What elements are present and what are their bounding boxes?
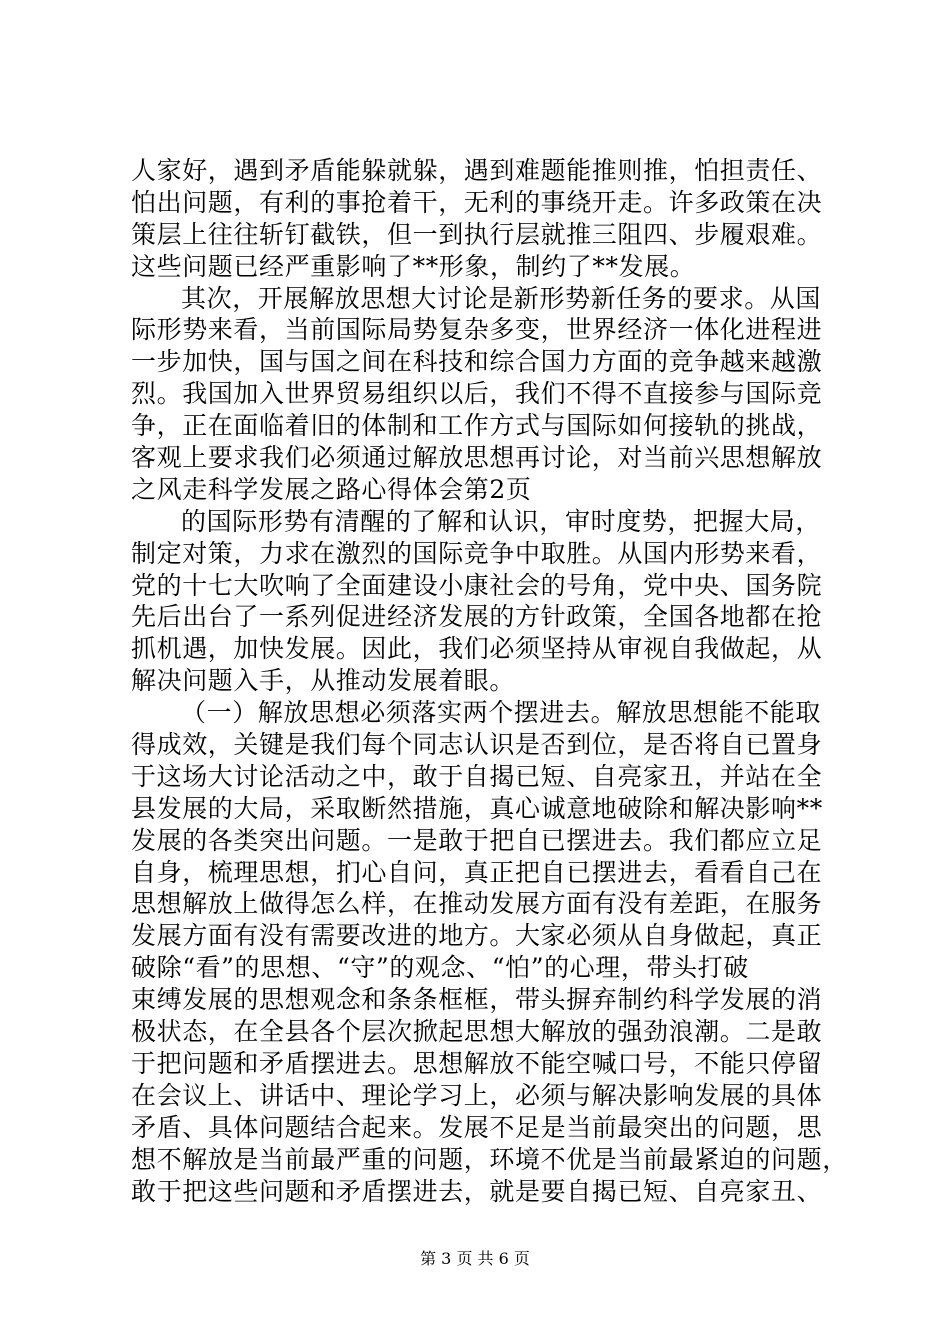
text-line: 争，正在面临着旧的体制和工作方式与国际如何接轨的挑战，: [131, 411, 823, 441]
text-line: 策层上往往斩钉截铁，但一到执行层就推三阻四、步履艰难。: [131, 219, 823, 249]
text-line: 抓机遇，加快发展。因此，我们必须坚持从审视自我做起，从: [131, 634, 823, 664]
text-line: 在会议上、讲话中、理论学习上，必须与解决影响发展的具体: [131, 1080, 823, 1110]
text-line: 思想解放上做得怎么样，在推动发展方面有没有差距，在服务: [131, 889, 823, 919]
text-line: 敢于把这些问题和矛盾摆进去，就是要自揭已短、自亮家丑、: [131, 1176, 823, 1206]
text-line: 一步加快，国与国之间在科技和综合国力方面的竞争越来越激: [131, 347, 823, 377]
text-line: 解决问题入手，从推动发展着眼。: [131, 666, 516, 696]
text-line: 其次，开展解放思想大讨论是新形势新任务的要求。从国: [181, 283, 822, 313]
text-line: 怕出问题，有利的事抢着干，无利的事绕开走。许多政策在决: [131, 187, 823, 217]
text-line: （一）解放思想必须落实两个摆进去。解放思想能不能取: [181, 698, 822, 728]
text-line: 县发展的大局，采取断然措施，真心诚意地破除和解决影响**: [131, 793, 823, 823]
text-line: 束缚发展的思想观念和条条框框，带头摒弃制约科学发展的消: [131, 985, 823, 1015]
text-line: 矛盾、具体问题结合起来。发展不足是当前最突出的问题，思: [131, 1112, 823, 1142]
text-line: 发展的各类突出问题。一是敢于把自已摆进去。我们都应立足: [131, 825, 823, 855]
text-line: 客观上要求我们必须通过解放思想再讨论，对当前兴思想解放: [131, 443, 823, 473]
text-line: 得成效，关键是我们每个同志认识是否到位，是否将自已置身: [131, 730, 823, 760]
text-line: 于这场大讨论活动之中，敢于自揭已短、自亮家丑，并站在全: [131, 761, 823, 791]
text-line: 制定对策，力求在激烈的国际竞争中取胜。从国内形势来看，: [131, 538, 823, 568]
text-line: 这些问题已经严重影响了**形象，制约了**发展。: [131, 251, 696, 281]
text-line: 际形势来看，当前国际局势复杂多变，世界经济一体化进程进: [131, 315, 823, 345]
text-line: 烈。我国加入世界贸易组织以后，我们不得不直接参与国际竞: [131, 379, 823, 409]
page-footer: 第 3 页 共 6 页: [420, 1249, 530, 1268]
body-text: [131, 155, 848, 1207]
text-line: 发展方面有没有需要改进的地方。大家必须从自身做起，真正: [131, 921, 823, 951]
text-line: 于把问题和矛盾摆进去。思想解放不能空喊口号，不能只停留: [131, 1048, 823, 1078]
text-line: 极状态，在全县各个层次掀起思想大解放的强劲浪潮。二是敢: [131, 1017, 823, 1047]
text-line: 之风走科学发展之路心得体会第2页: [131, 474, 532, 504]
text-line: 人家好，遇到矛盾能躲就躲，遇到难题能推则推，怕担责任、: [131, 156, 823, 185]
text-line: 想不解放是当前最严重的问题，环境不优是当前最紧迫的问题，: [131, 1144, 848, 1174]
text-line: 破除“看”的思想、“守”的观念、“怕”的心理，带头打破: [131, 953, 749, 983]
text-line: 自身，梳理思想，扪心自问，真正把自已摆进去，看看自己在: [131, 857, 823, 887]
text-line: 先后出台了一系列促进经济发展的方针政策，全国各地都在抢: [131, 602, 823, 632]
text-line: 的国际形势有清醒的了解和认识，审时度势，把握大局，: [181, 506, 822, 536]
text-line: 党的十七大吹响了全面建设小康社会的号角，党中央、国务院: [131, 570, 823, 600]
